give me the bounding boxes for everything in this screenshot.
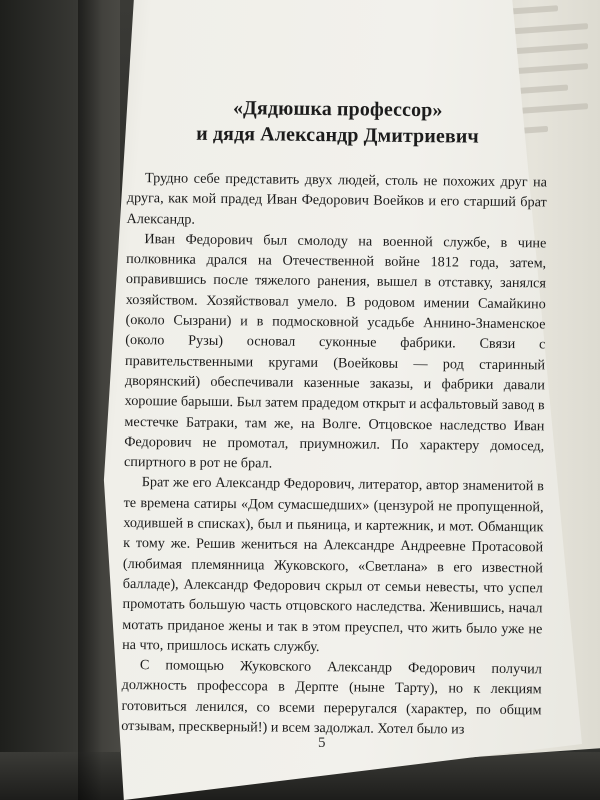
chapter-title-line-2: и дядя Александр Дмитриевич — [196, 122, 479, 148]
page-edge-shadow — [78, 0, 102, 800]
paragraph-3: Брат же его Александр Федорович, литератор, автор знаменитой в те времена сатиры «Дом сумасшедших» (цензурой не пропущенной, ходившей в списках), был и пьяница, и картежник, и мот. Обманщик к тому же. Решив жениться на Александре Андреевне Протасовой (любимая племянница Жуковского, «Светлана» в его известной балладе), Александр Федорович скрыл от семьи невесты, что успел промотать большую часть отцовского наследства. Женившись, начал мотать приданое жены и так в этом преуспел, что жить было уже не на что, пришлось искать службу. — [122, 474, 544, 655]
background-left — [0, 0, 120, 800]
page-number: 5 — [318, 735, 326, 751]
chapter-title-line-1: «Дядюшка профессор» — [232, 97, 443, 122]
paragraph-4: С помощью Жуковского Александр Федорович получил должность профессора в Дерпте (ныне Тарту), но к лекциям готовиться ленился, со всеми переругался (характер, по общим отзывам, прескверный!) и всем задолжал. Хотел было из — [121, 657, 542, 738]
chapter-title — [127, 94, 548, 150]
paragraph-2: Иван Федорович был смолоду на военной службе, в чине полковника дрался на Отечественной войне 1812 года, затем, оправившись после тяжелого ранения, вышел в отставку, занялся хозяйством. Хозяйствовал умело. В родовом имении Самайкино (около Сызрани) и в подмосковной усадьбе Аннино-Знаменское (около Рузы) основал суконные фабрики. Связи с правительственными кругами (Воейковы — род старинный дворянский) обеспечивали казенные заказы, и фабрики давали хорошие барыши. Был затем прадедом открыт и асфальтовый завод в местечке Батраки, там же, на Волге. Отцовское наследство Иван Федорович не промотал, приумножил. По характеру домосед, спиртного в рот не брал. — [123, 231, 547, 472]
page-content — [121, 84, 548, 741]
paragraph-1: Трудно себе представить двух людей, столь не похожих друг на друга, как мой прадед Иван Федорович Воейков и его старший брат Александр. — [126, 170, 548, 228]
